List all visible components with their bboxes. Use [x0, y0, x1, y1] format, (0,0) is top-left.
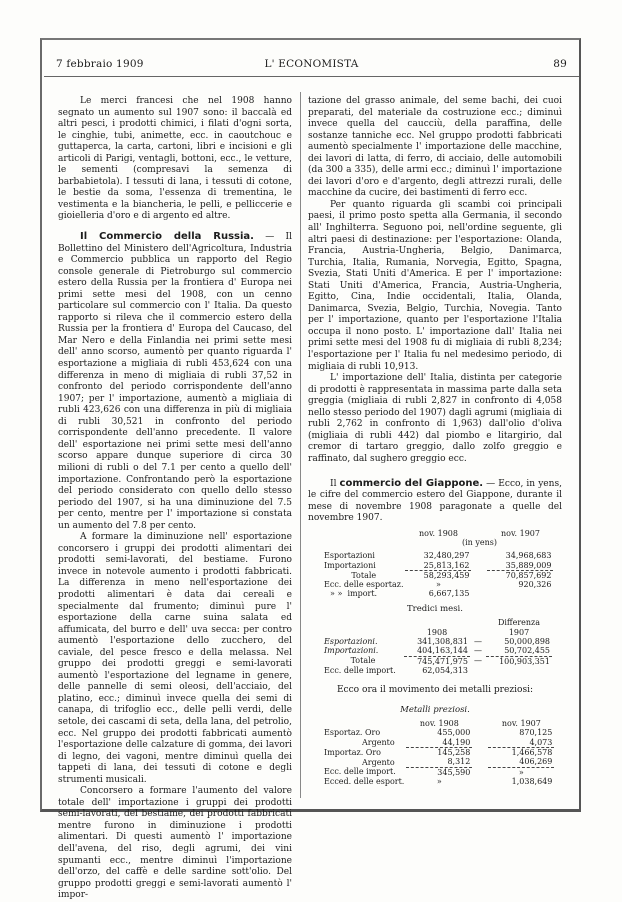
row-label: Ecc. delle esportaz.	[324, 580, 404, 590]
russia-paragraph-3: Concorsero a formare l'aumento del valore totale dell' importazione i gruppi dei prodotti semi-lavorati, del bestiame, dei prodotti fabbricati mentre furono in diminuzione i prodotti alimentari. Di questi aumentò l' importazione dell'avena, del riso, degli agrumi, dei vini spumanti ecc., mentre diminuì l'importazione dell'orzo, del caffè e delle sardine sott'olio. Del gruppo prodotti greggi e semi-lavorati aumentò l' impor-	[58, 786, 292, 901]
right-column	[308, 96, 562, 786]
row-label: Importaz. Oro	[324, 747, 381, 757]
precious-metals-table	[322, 719, 554, 786]
cell-value: 50,000,898	[504, 636, 550, 646]
col-header-1908: 1908	[426, 627, 448, 637]
table-row	[322, 570, 553, 580]
russia-heading: Il Commercio della Russia.	[80, 231, 254, 243]
japan-thirteen-month-table	[322, 618, 552, 675]
journal-title: L' ECONOMISTA	[264, 58, 359, 70]
row-label: Esportaz. Oro	[324, 728, 381, 738]
russia-paragraph-italy-imports: L' importazione dell' Italia, distinta per categorie di prodotti è rappresentata in massima parte dalla seta greggia (migliaia di rubli 2,827 in confronto di 4,058 nello stesso periodo del 1907) dagli agrumi (migliaia di rubli 2,762 in confronto di 1,963) dall'olio d'oliva (migliaia di rubli 442) dal piombo e litargirio, dal cremor di tartaro greggio, dallo zolfo greggio e raffinato, dal sughero greggio ecc.	[308, 373, 562, 464]
cell-value: 35,889,009	[505, 560, 552, 570]
unit-row	[322, 538, 553, 547]
cell-value: 345,590	[406, 767, 472, 777]
table-row	[322, 580, 553, 589]
table-row	[322, 561, 553, 571]
cell-value: 1,466,578	[488, 748, 554, 758]
row-label: Importazioni	[324, 560, 376, 570]
cell-value: 745,471,975	[404, 656, 470, 666]
table-row	[322, 757, 554, 767]
cell-value: 1,038,649	[511, 776, 553, 786]
cell-value: 70,857,692	[487, 570, 553, 580]
row-label: Ecced. delle esport.	[324, 776, 405, 786]
section-russia	[58, 231, 292, 532]
cell-value: 870,125	[519, 728, 553, 738]
cell-value: 58,293,459	[405, 570, 471, 580]
table-header-row	[322, 628, 552, 637]
japan-paragraph: — Ecco, in yens, le cifre del commercio estero del Giappone, durante il mese di novembre 1908 paragonate a quelle del novembre 1907.	[308, 478, 563, 524]
paragraph-french-goods: Le merci francesi che nel 1908 hanno segnato un aumento sul 1907 sono: il baccalà ed altri pesci, i prodotti chimici, i filati d'ogni sorta, le cinghie, tubi, animette, ecc. in caoutchouc e guttaperca, la carta, cartoni, libri e incisioni e gli articoli di Parigi, ventagli, bottoni, ecc., le vetture, le sementi (compresavi la semenza di barbabietola). I tessuti di lana, i tessuti di cotone, le bestie da soma, l'essenza di trementina, le vestimenta e la biancheria, le pelli, e pelliccerie e gioielleria d'oro e di argento ed altre.	[58, 96, 292, 222]
row-label: Esportazioni	[324, 551, 375, 561]
cell-value: 32,480,297	[423, 551, 470, 561]
row-label: Ecc. delle import.	[324, 665, 396, 675]
table-header-row	[322, 529, 553, 538]
table-row	[322, 666, 552, 675]
col-header-difference: Differenza	[497, 618, 541, 628]
col-header-1908: nov. 1908	[418, 528, 458, 538]
cell-value: 406,269	[519, 757, 553, 767]
table-row	[322, 589, 553, 598]
cell-value: »	[488, 767, 554, 777]
page-header	[56, 58, 567, 74]
table-caption-metals: Metalli preziosi.	[400, 704, 470, 715]
cell-value: 44,190	[442, 737, 471, 747]
russia-paragraph-2: A formare la diminuzione nell' esportazione concorsero i gruppi dei prodotti alimentari dei prodotti semi-lavorati, del bestiame. Furono invece in notevole aumento i prodotti fabbricati. La differenza in meno nell'esportazione dei prodotti alimentari è data dai cereali e specialmente dal frumento; diminuì pure l' esportazione della carne suina salata ed affumicata, del burro e dell' uva secca: per contro aumentò l'esportazione dello zucchero, del caviale, del pesce fresco e della melassa. Nel gruppo dei prodotti greggi e semi-lavorati aumentò l'esportazione del legname in genere, delle pannelle di semi oleosi, dell'acciaio, del platino, ecc.; diminuì invece quella dei semi di canapa, di trifoglio ecc., delle pelli verdi, delle setole, dei cascami di seta, della lana, del petrolio, ecc. Nel gruppo dei prodotti fabbricati aumentò l'esportazione delle calzature di gomma, dei lavori di legno, dei vagoni, mentre diminuì quella dei tappeti di lana, dei tessuti di cotone e degli strumenti musicali.	[58, 532, 292, 785]
table-row	[322, 777, 554, 786]
table-row	[322, 656, 552, 666]
row-label: Esportazioni.	[324, 636, 378, 646]
cell-value: 404,163,144	[417, 646, 468, 656]
table-row	[322, 728, 554, 737]
cell-value: »	[436, 776, 442, 786]
russia-paragraph-1: — Il Bollettino del Ministero dell'Agricoltura, Industria e Commercio pubblica un rapporto del Regio console generale di Pietroburgo sul commercio estero della Russia per la frontiera d' Europa nei primi sette mesi del 1908, con un cenno particolare sul commercio con l' Italia. Da questo rapporto si rileva che il commercio estero della Russia per la frontiera d' Europa del Caucaso, del Mar Nero e della Finlandia nei primi sette mesi dell' anno scorso, aumentò per quanto riguarda l' esportazione a migliaia di rubli 453,624 con una differenza in meno di migliaia di rubli 37,52 in confronto del periodo corrispondente dell'anno 1907; per l' importazione, aumentò a migliaia di rubli 423,626 con una differenza in più di migliaia di rubli 30,521 in confronto del periodo corrispondente dell'anno precedente. Il valore dell' esportazione nei primi sette mesi dell'anno scorso appare dunque superiore di circa 30 milioni di rubli o del 7.1 per cento a quello dell' importazione. Confrontando però la esportazione del periodo considerato con quello dello stesso periodo del 1907, si ha una diminuzione del 7.5 per cento, mentre per l' importazione si constata un aumento del 7.8 per cento.	[58, 232, 292, 531]
table-header-row	[322, 618, 552, 627]
row-label	[322, 589, 405, 598]
row-label: Totale	[350, 656, 376, 666]
cell-value: 50,702,455	[504, 646, 550, 656]
table-row	[322, 738, 554, 748]
table-row	[322, 551, 553, 560]
table-row	[322, 748, 554, 758]
header-date: 7 febbraio 1909	[56, 58, 144, 70]
row-label-text: import.	[347, 589, 378, 599]
left-column	[58, 96, 292, 902]
russia-paragraph-continued: tazione del grasso animale, del seme bachi, dei cuoi preparati, del materiale da costruzione ecc.; diminuì invece quella del caucciù, della paraffina, delle sostanze tanniche ecc. Nel gruppo prodotti fabbricati aumentò specialmente l' importazione delle macchine, dei lavori di latta, di ferro, di acciaio, delle automobili (da 300 a 335), delle armi ecc.; diminuì l' importazione dei lavori d'oro e d'argento, degli attrezzi rurali, delle macchine da cucire, dei bastimenti di ferro ecc.	[308, 96, 562, 199]
cell-value: 341,308,831	[417, 636, 468, 646]
cell-value: 34,968,683	[505, 551, 552, 561]
cell-value: 145,258	[406, 748, 472, 758]
cell-value: 62,054,313	[422, 665, 468, 675]
column-divider	[300, 92, 301, 798]
cell-value: 455,000	[437, 728, 471, 738]
ditto-marks: » »	[330, 589, 343, 599]
japan-heading: commercio del Giappone.	[339, 477, 484, 489]
table-row	[322, 637, 552, 646]
row-label: Argento	[362, 757, 395, 767]
table-header-row	[322, 719, 554, 728]
cell-value: »	[436, 580, 441, 590]
col-header-1907: 1907	[508, 627, 530, 637]
cell-value: 25,813,162	[423, 560, 470, 570]
cell-value	[487, 589, 553, 598]
row-label: Importazioni.	[324, 646, 379, 656]
row-label: Ecc. delle import.	[324, 767, 396, 777]
cell-value: 8,312	[447, 757, 471, 767]
cell-value: 100,903,351	[486, 656, 552, 666]
row-label: Totale	[351, 570, 377, 580]
cell-value: 6,667,135	[428, 589, 470, 599]
header-rule	[44, 76, 579, 77]
page-number: 89	[553, 58, 567, 70]
metals-intro: Ecco ora il movimento dei metalli preziosi:	[336, 685, 534, 696]
cell-value: 920,326	[518, 580, 552, 590]
sign: —	[474, 646, 482, 656]
col-header-1908: nov. 1908	[419, 719, 459, 729]
russia-paragraph-countries: Per quanto riguarda gli scambi coi principali paesi, il primo posto spetta alla Germania, il secondo all' Inghilterra. Seguono poi, nell'ordine seguente, gli altri paesi di destinazione: per l'esportazione: Olanda, Francia, Austria-Ungheria, Belgio, Danimarca, Turchia, Italia, Rumania, Norvegia, Egitto, Spagna, Svezia, Stati Uniti d'America. E per l' importazione: Stati Uniti d'America, Francia, Austria-Ungheria, Egitto, Cina, Indie occidentali, Italia, Olanda, Danimarca, Svezia, Belgio, Turchia, Novegia. Tanto per l' importazione, quanto per l'esportazione l'Italia occupa il nono posto. L' importazione dall' Italia nei primi sette mesi del 1908 fu di migliaia di rubli 8,234; l'esportazione per l' Italia fu nel medesimo periodo, di migliaia di rubli 10,913.	[308, 199, 562, 372]
unit-label: (in yens)	[461, 537, 497, 547]
sign: —	[474, 636, 482, 646]
table-caption-tredici: Tredici mesi.	[407, 603, 463, 614]
japan-monthly-table	[322, 529, 553, 599]
sign: —	[474, 656, 482, 666]
table-row	[322, 767, 554, 777]
section-japan	[308, 478, 562, 525]
cell-value: 4,073	[529, 737, 553, 747]
japan-heading-prefix: Il	[330, 478, 340, 489]
col-header-1907: nov. 1907	[500, 528, 540, 538]
table-row	[322, 646, 552, 656]
row-label: Argento	[362, 738, 395, 748]
col-header-1907: nov. 1907	[501, 719, 541, 729]
